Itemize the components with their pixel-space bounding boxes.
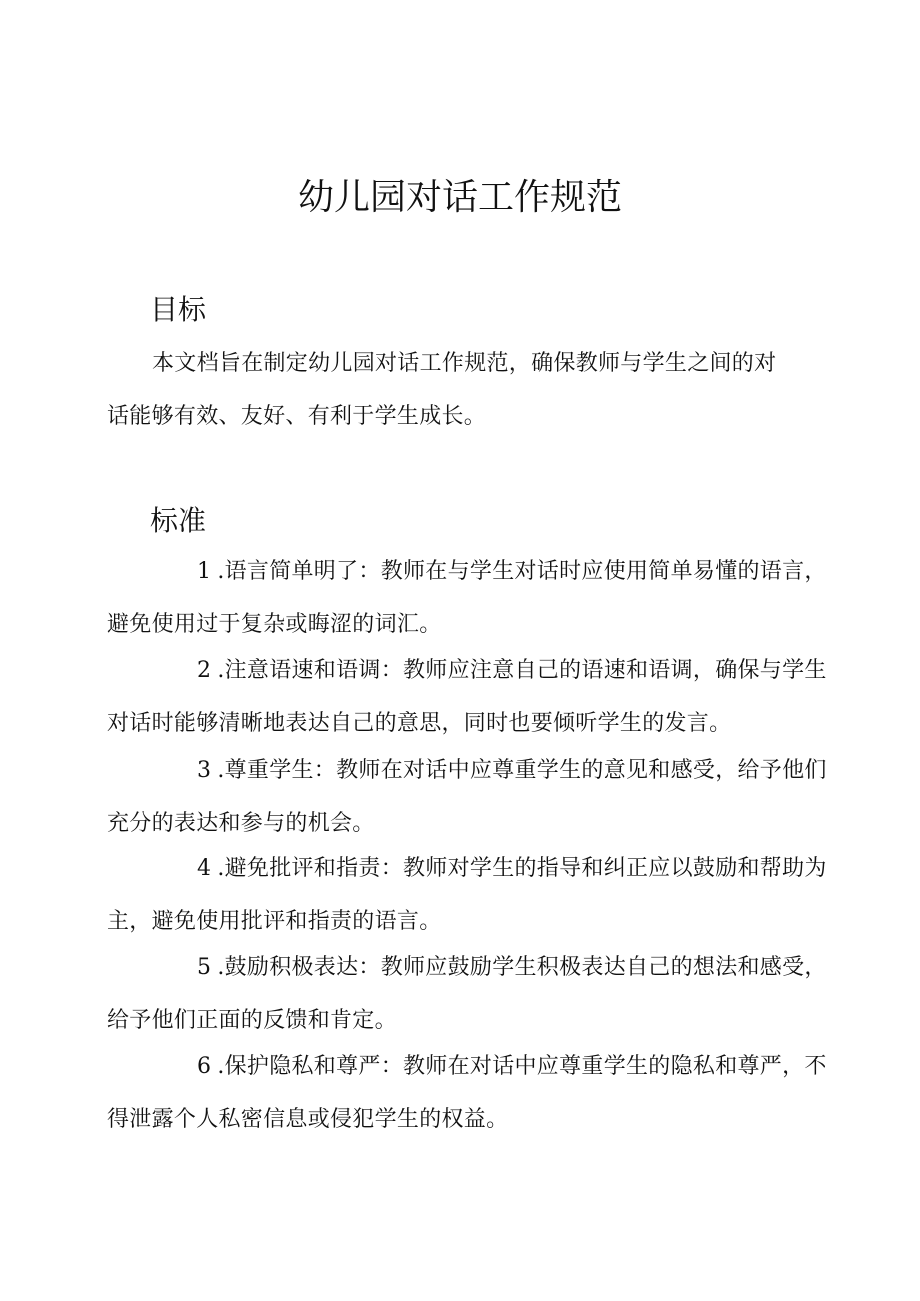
standard-item-5: [107, 941, 827, 1047]
standard-text: .尊重学生：教师在对话中应尊重学生的意见和感受，给予他们: [217, 758, 827, 783]
standard-line: 对话时能够清晰地表达自己的意思，同时也要倾听学生的发言。: [107, 711, 732, 736]
standard-text: .鼓励积极表达：教师应鼓励学生积极表达自己的想法和感受，: [217, 955, 827, 980]
item-number: 5: [197, 955, 212, 980]
standard-line: 避免使用过于复杂或晦涩的词汇。: [107, 612, 442, 637]
standard-line: [107, 1040, 827, 1093]
standard-line: 充分的表达和参与的机会。: [107, 811, 375, 836]
standard-item-1: [107, 545, 827, 651]
standard-text: .保护隐私和尊严：教师在对话中应尊重学生的隐私和尊严，不: [217, 1054, 827, 1079]
standard-text: .避免批评和指责：教师对学生的指导和纠正应以鼓励和帮助为: [217, 856, 827, 881]
standard-line: [107, 941, 827, 994]
goal-paragraph: [107, 337, 819, 443]
standard-item-2: [107, 644, 827, 750]
goal-line: 本文档旨在制定幼儿园对话工作规范，确保教师与学生之间的对: [152, 351, 777, 376]
item-number: 1: [197, 559, 212, 584]
item-number: 4: [197, 856, 212, 881]
standard-line: [107, 644, 827, 697]
standard-item-3: [107, 744, 827, 850]
standard-line: [107, 744, 827, 797]
document-title: 幼儿园对话工作规范: [297, 177, 622, 218]
section-heading-standards: 标准: [150, 504, 207, 537]
standard-line: 给予他们正面的反馈和肯定。: [107, 1008, 397, 1033]
standard-line: [107, 842, 827, 895]
standard-text: .注意语速和语调：教师应注意自己的语速和语调，确保与学生: [217, 658, 827, 683]
item-number: 3: [197, 758, 212, 783]
standard-line: 得泄露个人私密信息或侵犯学生的权益。: [107, 1107, 509, 1132]
standard-item-6: [107, 1040, 827, 1146]
item-number: 6: [197, 1054, 212, 1079]
section-heading-goal: 目标: [150, 293, 207, 326]
standard-item-4: [107, 842, 827, 948]
goal-line: 话能够有效、友好、有利于学生成长。: [107, 404, 487, 429]
standard-text: .语言简单明了：教师在与学生对话时应使用简单易懂的语言，: [217, 559, 827, 584]
item-number: 2: [197, 658, 212, 683]
standard-line: [107, 545, 827, 598]
standard-line: 主，避免使用批评和指责的语言。: [107, 909, 442, 934]
